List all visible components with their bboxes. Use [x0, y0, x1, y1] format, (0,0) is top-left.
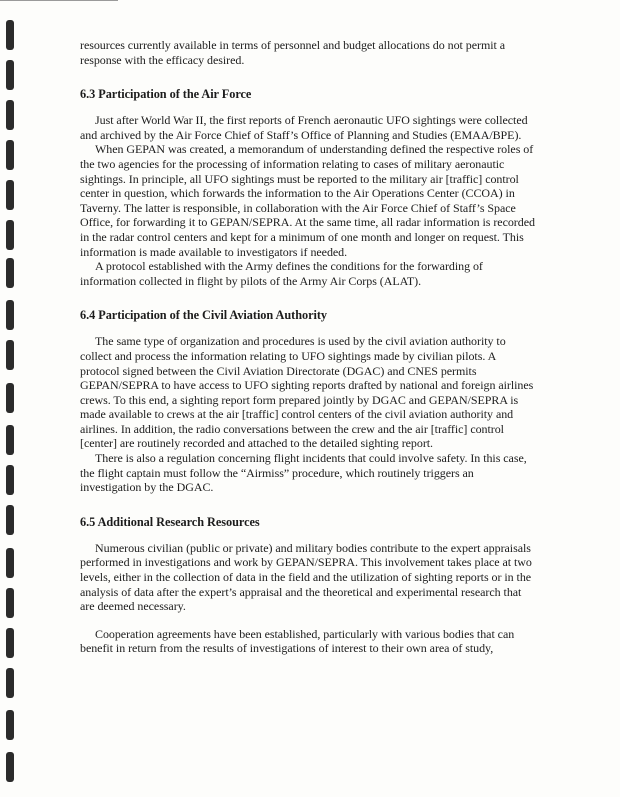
paragraph: analysis of data after the expert’s appraisal and the theoretical and experimental research that are deemed necessary. [80, 584, 522, 614]
binder-hole [6, 300, 14, 330]
binder-hole [6, 60, 14, 90]
binder-hole [6, 668, 14, 698]
section-heading-6-3: 6.3 Participation of the Air Force [80, 87, 252, 102]
binder-hole [6, 425, 14, 455]
binder-hole [6, 548, 14, 578]
paragraph: A protocol established with the Army defines the conditions for the forwarding of information collected in flight by pilots of the Army Air Corps (ALAT). [80, 259, 483, 288]
paragraph: When GEPAN was created, a memorandum of understanding defined the respective roles of the two agencies for the processing of information relating to cases of military aeronautic sightings. In principle, all UFO sightings must be reported to the military air [traffic] control center in question, which forwards the information to the Air Operations Center (CCOA) in Taverny. The latter is responsible, in collaboration with the Air Force Chief of Staff’s Space Office, for forwarding it to GEPAN/SEPRA. At the same time, all radar information is recorded in the radar control centers and kept for a minimum of one month and longer on request. This information is made available to investigators if needed. [80, 142, 535, 259]
binder-hole [6, 20, 14, 50]
binder-hole [6, 710, 14, 740]
binder-hole [6, 340, 14, 370]
binder-hole [6, 100, 14, 130]
paragraph: Just after World War II, the first reports of French aeronautic UFO sightings were collected and archived by the Air Force Chief of Staff’s Office of Planning and Studies (EMAA/BPE). [80, 113, 528, 142]
binder-hole [6, 258, 14, 288]
document-page [80, 38, 535, 656]
binder-hole [6, 180, 14, 210]
binder-hole [6, 140, 14, 170]
top-edge-line [0, 0, 118, 1]
paragraph: The same type of organization and procedures is used by the civil aviation authority to collect and process the information relating to UFO sightings made by civilian pilots. A protocol signed between the Civil Aviation Directorate (DGAC) and CNES permits GEPAN/SEPRA to have access to UFO sighting reports drafted by national and foreign airlines crews. To this end, a sighting report form prepared jointly by DGAC and GEPAN/SEPRA is made available to crews at the air [traffic] control centers of the civil aviation authority and airlines. In addition, the radio conversations between the crew and the air [traffic] control [center] are routinely recorded and attached to the detailed sighting report. [80, 334, 534, 451]
binder-hole [6, 465, 14, 495]
binder-hole [6, 628, 14, 658]
section-heading-6-4: 6.4 Participation of the Civil Aviation Authority [80, 308, 328, 323]
binder-hole [6, 220, 14, 250]
paragraph: There is also a regulation concerning flight incidents that could involve safety. In this case, the flight captain must follow the “Airmiss” procedure, which routinely triggers an investigation by the DGAC. [80, 451, 527, 495]
binder-hole [6, 383, 14, 413]
binder-hole [6, 588, 14, 618]
intro-paragraph: resources currently available in terms of personnel and budget allocations do not permit a response with the efficacy desired. [80, 38, 506, 67]
binder-hole [6, 752, 14, 782]
binder-hole [6, 505, 14, 535]
paragraph: Numerous civilian (public or private) and military bodies contribute to the expert appraisals performed in investigations and work by GEPAN/SEPRA. This involvement takes place at two levels, either in the collection of data in the field and the utilization of sighting reports or in the [80, 540, 532, 585]
section-heading-6-5: 6.5 Additional Research Resources [80, 514, 260, 529]
paragraph: Cooperation agreements have been established, particularly with various bodies that can benefit in return from the results of investigations of interest to their own area of study, [80, 626, 515, 656]
